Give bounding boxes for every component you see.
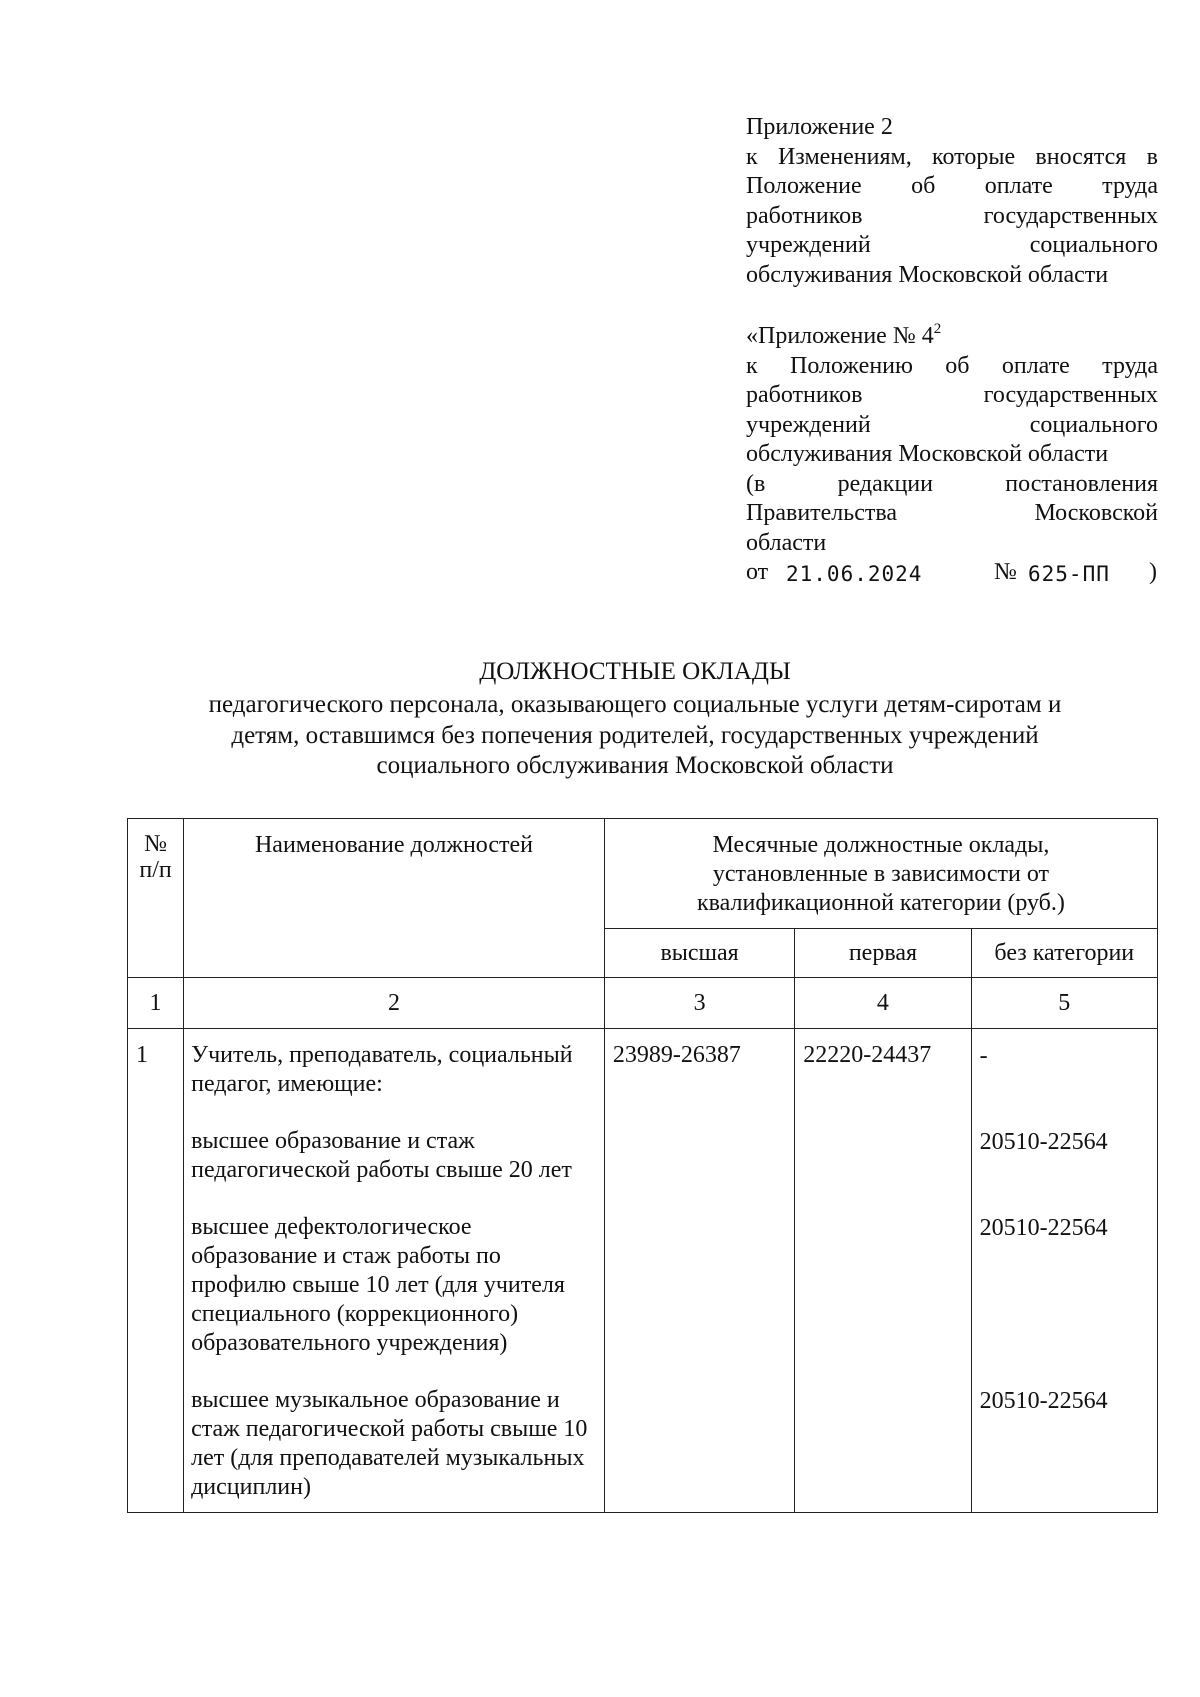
row-number: 1	[128, 1029, 184, 1513]
appendix-line: обслуживания Московской области	[746, 261, 1109, 288]
appendix-line: к Положению об оплате труда	[746, 352, 1158, 379]
header-salary-group: Месячные должностные оклады, установленные в зависимости от квалификационной категории (руб.)	[604, 819, 1157, 929]
appendix-reference-title: «Приложение № $4^2$	[746, 321, 942, 349]
salary-no-category-cell	[971, 1029, 1157, 1513]
header-highest-category: высшая	[604, 929, 794, 978]
header-no-category: без категории	[971, 929, 1157, 978]
appendix-line: области	[746, 529, 827, 556]
header-first-category: первая	[795, 929, 971, 978]
resolution-date-line	[746, 558, 1158, 588]
header-number: № п/п	[128, 819, 184, 978]
salary-first-cell	[795, 1029, 971, 1513]
number-prefix: №	[994, 559, 1017, 585]
appendix-title: Приложение 2	[746, 114, 893, 140]
appendix-line: (в редакции постановления	[746, 470, 1158, 497]
appendix-reference	[746, 322, 1158, 588]
salary-value: 22220-24437	[803, 1042, 932, 1068]
salary-highest-cell	[604, 1029, 794, 1513]
salary-value: 20510-22564	[979, 1387, 1108, 1414]
subtitle-line: педагогического персонала, оказывающего социальные услуги детям-сиротам и	[208, 691, 1062, 718]
document-subtitle	[120, 690, 1150, 782]
appendix-line: Положение об оплате труда	[746, 173, 1158, 199]
position-name-cell	[184, 1029, 605, 1513]
resolution-date: 21.06.2024	[786, 562, 923, 586]
column-number: 2	[184, 978, 605, 1029]
column-number: 5	[971, 978, 1157, 1029]
date-prefix: от	[746, 559, 769, 585]
column-number-row	[128, 978, 1158, 1029]
subtitle-line: социального обслуживания Московской области	[376, 752, 894, 779]
salary-value: 23989-26387	[612, 1042, 741, 1068]
appendix-line: учреждений социального	[746, 232, 1158, 258]
header-position-name: Наименование должностей	[184, 819, 605, 978]
appendix-header	[746, 113, 1158, 290]
resolution-number: 625-ПП	[1028, 562, 1110, 586]
position-segment: высшее музыкальное образование и стаж педагогической работы свыше 10 лет (для преподавателей музыкальных дисциплин)	[191, 1387, 588, 1500]
appendix-line: работников государственных	[746, 202, 1158, 229]
salary-value: 20510-22564	[979, 1128, 1108, 1155]
appendix-line: к Изменениям, которые вносятся в	[746, 143, 1158, 170]
subtitle-line: детям, оставшимся без попечения родителей, государственных учреждений	[231, 721, 1039, 749]
appendix-line: учреждений социального	[746, 411, 1158, 438]
position-segment: высшее образование и стаж педагогической работы свыше 20 лет	[191, 1128, 572, 1183]
table-header-row	[128, 819, 1158, 929]
position-segment: Учитель, преподаватель, социальный педагог, имеющие:	[191, 1042, 573, 1097]
appendix-line: работников государственных	[746, 382, 1158, 408]
document-title: ДОЛЖНОСТНЫЕ ОКЛАДЫ	[479, 658, 791, 685]
table-row	[128, 1029, 1158, 1513]
column-number: 3	[604, 978, 794, 1029]
closing-parenthesis: )	[1149, 559, 1157, 585]
appendix-line: обслуживания Московской области	[746, 441, 1109, 467]
appendix-line: Правительства Московской	[746, 500, 1158, 526]
salary-table	[127, 818, 1158, 1513]
position-segment: высшее дефектологическое образование и стаж работы по профилю свыше 10 лет (для учителя специального (коррекционного) образовательного учреждения)	[191, 1214, 565, 1356]
column-number: 1	[128, 978, 184, 1029]
salary-value: 20510-22564	[979, 1214, 1108, 1241]
column-number: 4	[795, 978, 971, 1029]
salary-value: -	[979, 1042, 988, 1069]
superscript: 2	[933, 321, 942, 337]
